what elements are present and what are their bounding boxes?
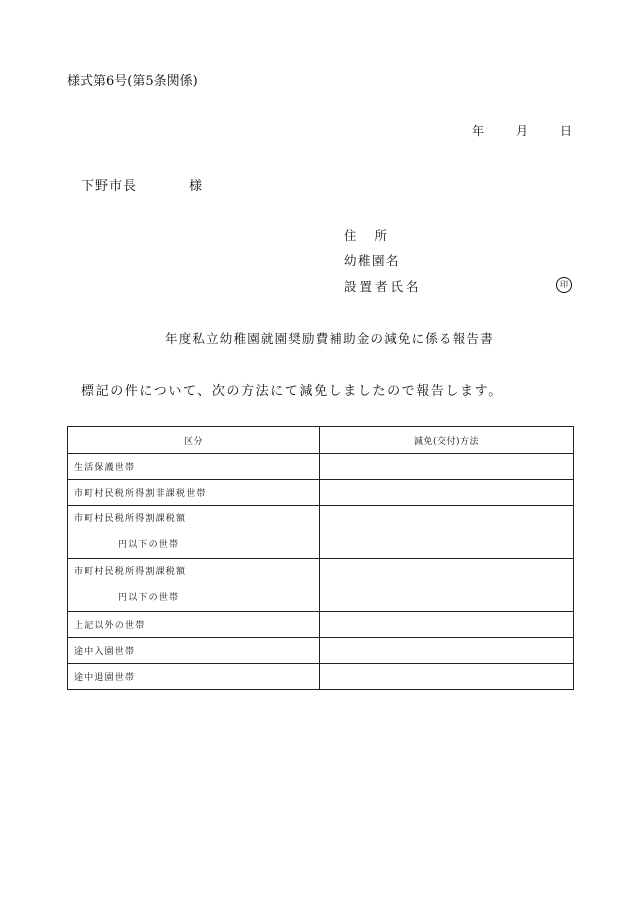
addressee-honorific: 様 bbox=[189, 179, 204, 194]
table-row bbox=[68, 454, 574, 480]
kindergarten-name-label: 幼稚園名 bbox=[344, 253, 401, 268]
row-category: 途中退園世帯 bbox=[68, 664, 320, 690]
header-method: 減免(交付)方法 bbox=[320, 427, 574, 454]
founder-name-label: 設置者氏名 bbox=[344, 279, 422, 294]
row-method-cell[interactable] bbox=[320, 664, 574, 690]
intro-text: 標記の件について、次の方法にて減免しましたので報告します。 bbox=[81, 384, 503, 399]
addressee bbox=[81, 175, 203, 194]
date-day-label: 日 bbox=[559, 124, 572, 138]
table-header-row bbox=[68, 427, 574, 454]
row-method-cell[interactable] bbox=[320, 454, 574, 480]
row-method-cell[interactable] bbox=[320, 559, 574, 612]
row-category: 上記以外の世帯 bbox=[68, 612, 320, 638]
row-method-cell[interactable] bbox=[320, 480, 574, 506]
table-row bbox=[68, 638, 574, 664]
table-row bbox=[68, 480, 574, 506]
row-category bbox=[68, 506, 320, 559]
row-category: 途中入園世帯 bbox=[68, 638, 320, 664]
row-category-line2: 円以下の世帯 bbox=[118, 593, 180, 603]
row-category-line1: 市町村民税所得割課税額 bbox=[74, 514, 187, 524]
row-category bbox=[68, 559, 320, 612]
form-number: 様式第6号(第5条関係) bbox=[67, 74, 198, 89]
row-category: 市町村民税所得割非課税世帯 bbox=[68, 480, 320, 506]
row-category-line2: 円以下の世帯 bbox=[118, 540, 180, 550]
date-month-label: 月 bbox=[515, 124, 528, 138]
header-category: 区分 bbox=[68, 427, 320, 454]
addressee-name: 下野市長 bbox=[81, 179, 138, 194]
table-row bbox=[68, 506, 574, 559]
table-row bbox=[68, 612, 574, 638]
table-row bbox=[68, 559, 574, 612]
date-line bbox=[472, 122, 572, 139]
reduction-table bbox=[67, 426, 574, 690]
row-category: 生活保護世帯 bbox=[68, 454, 320, 480]
row-category-line1: 市町村民税所得割課税額 bbox=[74, 567, 187, 577]
row-method-cell[interactable] bbox=[320, 638, 574, 664]
report-title: 年度私立幼稚園就園奨励費補助金の減免に係る報告書 bbox=[165, 331, 494, 346]
address-label: 住所 bbox=[344, 228, 406, 243]
row-method-cell[interactable] bbox=[320, 506, 574, 559]
seal-mark: 印 bbox=[556, 277, 572, 293]
table-row bbox=[68, 664, 574, 690]
row-method-cell[interactable] bbox=[320, 612, 574, 638]
date-year-label: 年 bbox=[472, 124, 485, 138]
